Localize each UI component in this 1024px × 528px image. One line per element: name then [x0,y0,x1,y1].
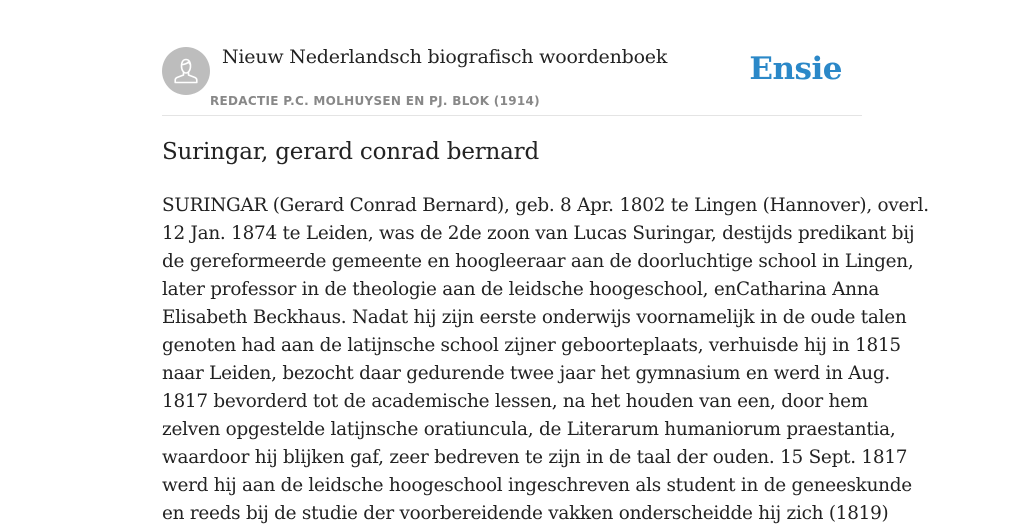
article-line: 1817 bevorderd tot de academische lessen, na het houden van een, door hem [162,391,868,412]
source-title[interactable]: Nieuw Nederlandsch biografisch woordenboek [222,46,668,68]
article-line: later professor in de theologie aan de leidsche hoogeschool, enCatharina Anna [162,279,880,300]
article-line: SURINGAR (Gerard Conrad Bernard), geb. 8 Apr. 1802 te Lingen (Hannover), overl. [162,195,929,216]
article-line: de gereformeerde gemeente en hoogleeraar aan de doorluchtige school in Lingen, [162,251,914,272]
article-line: genoten had aan de latijnsche school zijner geboorteplaats, verhuisde hij in 1815 [162,335,901,356]
user-icon [162,47,210,95]
article-line: zelven opgestelde latijnsche oratiuncula, de Literarum humaniorum praestantia, [162,419,896,440]
article-title: Suringar, gerard conrad bernard [162,139,539,165]
source-subtitle: REDACTIE P.C. MOLHUYSEN EN PJ. BLOK (1914) [210,94,540,108]
article-body [162,192,929,528]
article-line: naar Leiden, bezocht daar gedurende twee jaar het gymnasium en werd in Aug. [162,363,891,384]
source-header [162,46,862,116]
article-line: en reeds bij de studie der voorbereidende vakken onderscheidde hij zich (1819) [162,503,889,524]
article-line: Elisabeth Beckhaus. Nadat hij zijn eerste onderwijs voornamelijk in de oude talen [162,307,907,328]
article-line: waardoor hij blijken gaf, zeer bedreven te zijn in de taal der ouden. 15 Sept. 1817 [162,447,908,468]
article-line: 12 Jan. 1874 te Leiden, was de 2de zoon van Lucas Suringar, destijds predikant bij [162,223,915,244]
article-line: werd hij aan de leidsche hoogeschool ingeschreven als student in de geneeskunde [162,475,912,496]
ensie-logo[interactable]: Ensie [749,51,842,87]
